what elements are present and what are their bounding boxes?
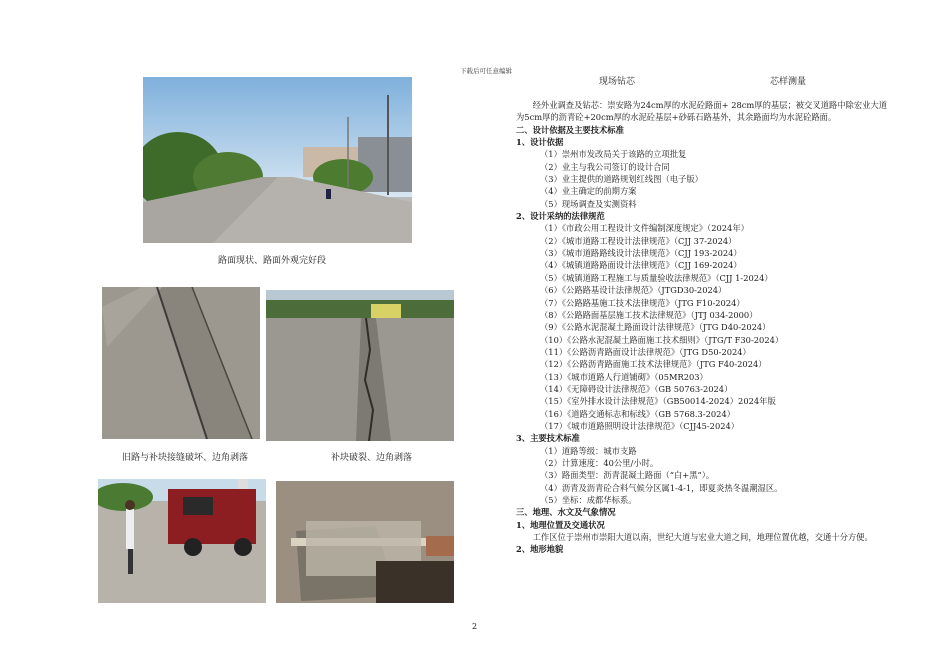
photo-joint-damage <box>102 287 260 439</box>
list-item: （10）《公路水泥混凝土路面施工技术细则》（JTG/T F30-2024） <box>540 334 784 345</box>
list-item: （1）《市政公用工程设计文件编制深度规定》（2024年） <box>540 223 749 234</box>
section3-sub1-text: 工作区位于崇州市崇阳大道以南，世纪大道与宏业大道之间，地理位置优越，交通十分方便。 <box>532 532 873 543</box>
list-item: （3）《城市道路路线设计法律规范》（CJJ 193-2024） <box>540 248 742 259</box>
list-item: （1）崇州市发改局关于该路的立项批复 <box>540 149 687 160</box>
list-item: （12）《公路沥青路面施工技术法律规范》（JTG F40-2024） <box>540 359 767 370</box>
section2-sub3-title: 3、主要技术标准 <box>516 433 580 444</box>
list-item: （3）业主提供的道路规划红线图（电子版） <box>540 174 703 185</box>
list-item: （6）《公路路基设计法律规范》（JTGD30-2024） <box>540 285 727 296</box>
section2-sub2-title: 2、设计采纳的法律规范 <box>516 211 605 222</box>
list-item: （1）道路等级：城市支路 <box>540 445 637 456</box>
list-item: （7）《公路路基施工技术法律规范》（JTG F10-2024） <box>540 297 745 308</box>
list-item: （15）《室外排水设计法律规范》（GB50014-2024）2024年版 <box>540 396 776 407</box>
list-item: （13）《城市道路人行道铺砌》（05MR203） <box>540 371 708 382</box>
section2-sub1-title: 1、设计依据 <box>516 137 564 148</box>
caption-mid-right-photo: 补块破裂、边角剥落 <box>331 453 413 463</box>
list-item: （11）《公路沥青路面设计法律规范》（JTG D50-2024） <box>540 346 751 357</box>
list-item: （5）坐标：成都华标系。 <box>540 495 637 505</box>
list-item: （4）业主确定的前期方案 <box>540 186 637 197</box>
list-item: （2）业主与我公司签订的设计合同 <box>540 161 670 172</box>
label-site-drilling: 现场钻芯 <box>599 77 636 87</box>
list-item: （4）《城镇道路路面设计法律规范》（CJJ 169-2024） <box>540 260 742 271</box>
list-item: （14）《无障碍设计法律规范》（GB 50763-2024） <box>540 383 733 394</box>
list-item: （2）计算速度：40公里/小时。 <box>540 457 659 468</box>
photo-site-drilling <box>98 479 266 603</box>
caption-mid-left-photo: 旧路与补块接缝破坏、边角剥落 <box>122 453 249 463</box>
label-core-measurement: 芯样测量 <box>770 77 807 87</box>
photo-road-overview <box>143 77 412 243</box>
page-number: 2 <box>472 622 478 631</box>
section3-sub1-title: 1、地理位置及交通状况 <box>516 519 605 530</box>
list-item: （2）《城市道路工程设计法律规范》（CJJ 37-2024） <box>540 235 737 246</box>
section2-title: 二、设计依据及主要技术标准 <box>516 124 624 135</box>
photo-patch-cracking <box>266 290 454 441</box>
list-item: （3）路面类型：沥青混凝土路面（“白+黑”）。 <box>540 470 715 481</box>
caption-top-photo: 路面现状、路面外观完好段 <box>218 256 327 266</box>
list-item: （5）《城镇道路工程施工与质量验收法律规范》（CJJ 1-2024） <box>540 272 773 283</box>
list-item: （4）沥青及沥青砼合料气候分区属1-4-1，即夏炎热冬温潮湿区。 <box>540 482 783 493</box>
list-item: （16）《道路交通标志和标线》（GB 5768.3-2024） <box>540 408 736 419</box>
list-item: （17）《城市道路照明设计法律规范》（CJJ45-2024） <box>540 420 740 431</box>
section3-sub2-title: 2、地形地貌 <box>516 544 564 555</box>
list-item: （9）《公路水泥混凝土路面设计法律规范》（JTG D40-2024） <box>540 322 771 333</box>
photo-core-measurement <box>276 481 454 603</box>
intro-paragraph: 经外业调查及钻芯：崇安路为24cm厚的水泥砼路面+ 28cm厚的基层；被交叉道路中除宏业大道为5cm厚的沥青砼+20cm厚的水泥砼基层+砂砾石路基外，其余路面均为水泥砼路面。 <box>516 100 888 123</box>
header-note: 下载后可任意编辑 <box>460 67 512 75</box>
photo-label-row <box>516 76 894 92</box>
right-text-column <box>516 76 894 556</box>
section3-title: 三、地理、水文及气象情况 <box>516 507 616 518</box>
list-item: （5）现场调查及实测资料 <box>540 198 637 209</box>
list-item: （8）《公路路面基层施工技术法律规范》（JTJ 034-2000） <box>540 309 758 320</box>
